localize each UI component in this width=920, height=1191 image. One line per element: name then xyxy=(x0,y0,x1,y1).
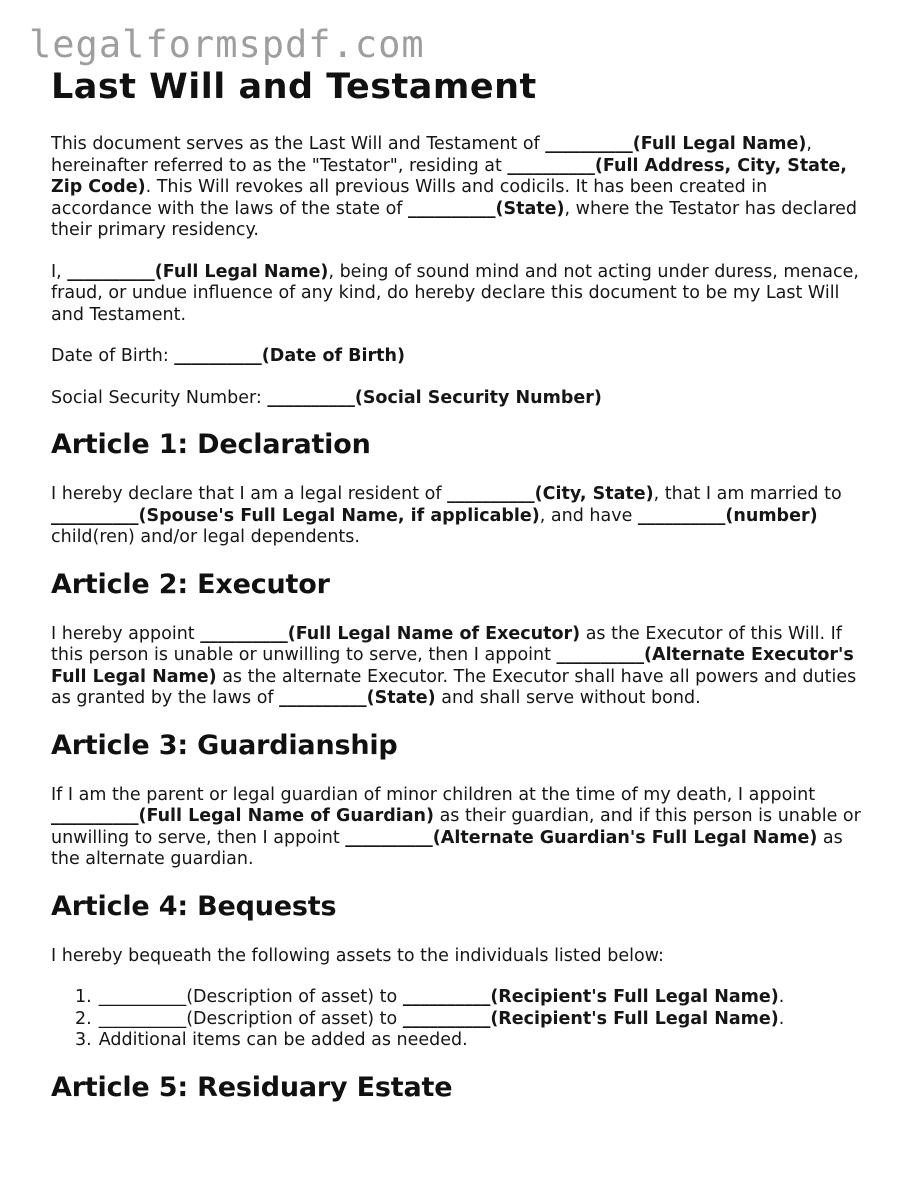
date-of-birth-line: Date of Birth: __________(Date of Birth) xyxy=(51,346,405,366)
article-2-body: I hereby appoint __________(Full Legal Name of Executor) as the Executor of this Will. If this person is unable or unwilling to serve, then I appoint __________(Alternate Executor's Full Legal Name) as the alternate Executor. The Executor shall have all powers and duties as granted by the laws of __________(State) and shall serve without bond. xyxy=(51,623,857,708)
article-5-heading: Article 5: Residuary Estate xyxy=(51,1071,453,1103)
bequest-item-2 xyxy=(75,1009,873,1031)
article-3-heading: Article 3: Guardianship xyxy=(51,729,398,761)
bequest-list xyxy=(51,987,873,1052)
article-1-body: I hereby declare that I am a legal resident of __________(City, State), that I am married to __________(Spouse's Full Legal Name, if applicable), and have __________(number) child(ren) and/or legal dependents. xyxy=(51,484,842,547)
bequest-item-1-text: __________(Description of asset) to __________(Recipient's Full Legal Name). xyxy=(98,987,785,1007)
document-title: Last Will and Testament xyxy=(51,67,537,107)
article-4-body: I hereby bequeath the following assets to the individuals listed below: xyxy=(51,945,664,966)
bequest-item-3 xyxy=(75,1030,873,1052)
bequest-item-2-text: __________(Description of asset) to __________(Recipient's Full Legal Name). xyxy=(98,1008,785,1029)
intro-paragraph: This document serves as the Last Will and Testament of __________(Full Legal Name), hereinafter referred to as the "Testator", residing at __________(Full Address, City, State, Zip Code). This Will revokes all previous Wills and codicils. It has been created in accordance with the laws of the state of __________(State), where the Testator has declared their primary residency. xyxy=(51,134,858,240)
ssn-line: Social Security Number: __________(Social Security Number) xyxy=(51,387,602,408)
bequest-item-1 xyxy=(75,987,873,1009)
article-1-heading: Article 1: Declaration xyxy=(51,429,371,460)
site-logo: legalformspdf.com xyxy=(29,23,425,66)
article-4-heading: Article 4: Bequests xyxy=(51,890,337,922)
bequest-item-1-marker: 1. xyxy=(75,987,92,1007)
bequest-item-3-marker: 3. xyxy=(75,1030,92,1050)
article-3-body: If I am the parent or legal guardian of minor children at the time of my death, I appoint __________(Full Legal Name of Guardian) as their guardian, and if this person is unable or unwilling to serve, then I appoint __________(Alternate Guardian's Full Legal Name) as the alternate guardian. xyxy=(51,784,861,869)
bequest-item-2-marker: 2. xyxy=(75,1008,92,1029)
bequest-item-3-text: Additional items can be added as needed. xyxy=(98,1030,468,1050)
sound-mind-paragraph: I, __________(Full Legal Name), being of sound mind and not acting under duress, menace, fraud, or undue influence of any kind, do hereby declare this document to be my Last Will and Testament. xyxy=(51,261,859,325)
article-2-heading: Article 2: Executor xyxy=(51,568,330,600)
